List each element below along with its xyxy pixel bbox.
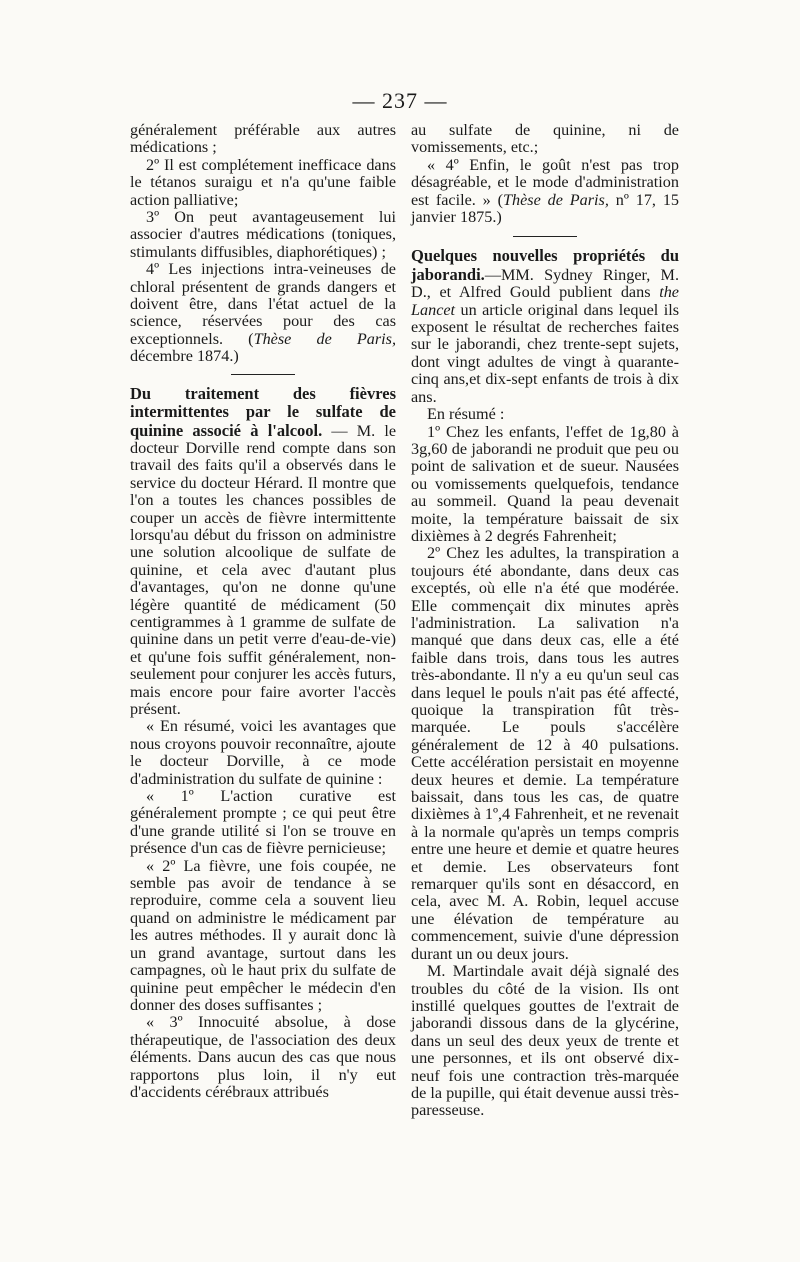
paragraph-text: décembre 1874.) <box>130 347 239 366</box>
left-column <box>130 122 396 1101</box>
paragraph: En résumé : <box>427 405 505 424</box>
paragraph-text: 4º Les injections intra-veineuses de chloral présentent de grands dangers et doivent être, dans l'état actuel de la science, réservées pour des cas exceptionnels. ( <box>130 260 396 348</box>
paragraph: 2º Chez les adultes, la transpiration a toujours été abondante, dans deux cas exceptés, où elle n'a été que modérée. Elle commençait dix minutes après l'administration. La salivation n'a manqué que dans deux cas, elle a été faible dans trois, dans tous les autres très-abondante. Il n'y a eu qu'un seul cas dans lequel le pouls n'ait pas été affecté, quoique la transpiration fût très-marquée. Le pouls s'accélère généralement de 12 à 40 pulsations. Cette accélération persistait en moyenne deux heures et demie. La température baissait, dans tous les cas, de quatre dixièmes à 1º,4 Fahrenheit, et ne revenait à la normale qu'après un temps compris entre une heure et demie et quatre heures et demie. Les observateurs font remarquer qu'ils sont en désaccord, en cela, avec M. A. Robin, lequel accuse une élévation de température au commencement, suivie d'une dépression durant un ou deux jours. <box>411 544 679 963</box>
journal-title: the Lancet <box>411 283 679 319</box>
right-column <box>411 122 679 1120</box>
paragraph: « En résumé, voici les avantages que nous croyons pouvoir reconnaître, ajoute le docteur Dorville, à ce mode d'administration du sulfate de quinine : <box>130 717 396 788</box>
paragraph-text: —MM. Sydney Ringer, M. D., et Alfred Gould publient dans <box>411 265 679 302</box>
paragraph-text: — M. le docteur Dorville rend compte dans son travail des faits qu'il a observés dans le service du docteur Hérard. Il montre que l'on a toutes les chances possibles de couper un accès de fièvre intermittente lorsqu'au début du frisson on administre une solution alcoolique de sulfate de quinine, et cela avec d'autant plus d'avantages, qu'on ne donne qu'une légère quantité de médicament (50 centigrammes à 1 gramme de sulfate de quinine dans un petit verre d'eau-de-vie) et qu'une fois suffit généralement, non-seulement pour conjurer les accès futurs, mais encore pour faire avorter l'accès présent. <box>130 421 397 718</box>
section-paragraph <box>411 247 679 406</box>
citation: Thèse de Paris, <box>253 329 397 348</box>
paragraph: « 1º L'action curative est généralement prompte ; ce qui peut être d'une grande utilité si l'on se trouve en présence d'un cas de fièvre pernicieuse; <box>130 787 396 858</box>
paragraph: « 2º La fièvre, une fois coupée, ne semble pas avoir de tendance à se reproduire, comme cela a souvent lieu quand on administre le médicament par les autres méthodes. Il y aurait donc là un grand avantage, surtout dans les campagnes, où le haut prix du sulfate de quinine peut empêcher le médecin d'en donner des doses suffisantes ; <box>130 856 396 1014</box>
paragraph: M. Martindale avait déjà signalé des troubles du côté de la vision. Ils ont instillé quelques gouttes de l'extrait de jaborandi dissous dans de la glycérine, dans un seul des deux yeux de trente et une personnes, et ils ont observé dix-neuf fois une contraction très-marquée de la pupille, qui était devenue aussi très-paresseuse. <box>411 962 679 1120</box>
page-number: — 237 — <box>352 88 448 113</box>
section-divider <box>231 374 295 375</box>
section-paragraph <box>130 385 396 719</box>
section-heading: Quelques nouvelles propriétés du jaborandi. <box>411 246 679 284</box>
paragraph: généralement préférable aux autres médications ; <box>130 121 396 157</box>
paragraph: au sulfate de quinine, ni de vomissements, etc.; <box>411 121 679 157</box>
section-divider <box>513 236 577 237</box>
paragraph: 2º Il est complétement inefficace dans le tétanos suraigu et n'a qu'une faible action palliative; <box>130 155 396 209</box>
paragraph-text: « 4º Enfin, le goût n'est pas trop désagréable, et le mode d'administration est facile. » ( <box>411 155 679 209</box>
paragraph: 3º On peut avantageusement lui associer d'autres médications (toniques, stimulants diffusibles, diaphorétiques) ; <box>130 208 396 261</box>
paragraph <box>130 261 396 365</box>
section-heading: Du traitement des fièvres intermittentes par le sulfate de quinine associé à l'alcool. <box>130 383 396 440</box>
citation: Thèse de Paris, <box>503 190 609 209</box>
paragraph: « 3º Innocuité absolue, à dose thérapeutique, de l'association des deux éléments. Dans aucun des cas que nous rapportons plus loin, il n'y eut d'accidents cérébraux attribués <box>130 1013 396 1101</box>
paragraph <box>411 157 679 227</box>
paragraph-text: nº 17, 15 janvier 1875.) <box>411 190 680 227</box>
paragraph-text: un article original dans lequel ils exposent le résultat de recherches faites sur le jaborandi, chez trente-sept sujets, dont vingt adultes de vingt à quarante-cinq ans,et dix-sept enfants de trois à dix ans. <box>411 300 679 406</box>
paragraph: 1º Chez les enfants, l'effet de 1g,80 à 3g,60 de jaborandi ne produit que peu ou point de salivation et de sueur. Nausées ou vomissements quelquefois, tendance au sommeil. Quand la peau devenait moite, la température baissait de six dixièmes à 2 degrés Fahrenheit; <box>411 422 679 545</box>
